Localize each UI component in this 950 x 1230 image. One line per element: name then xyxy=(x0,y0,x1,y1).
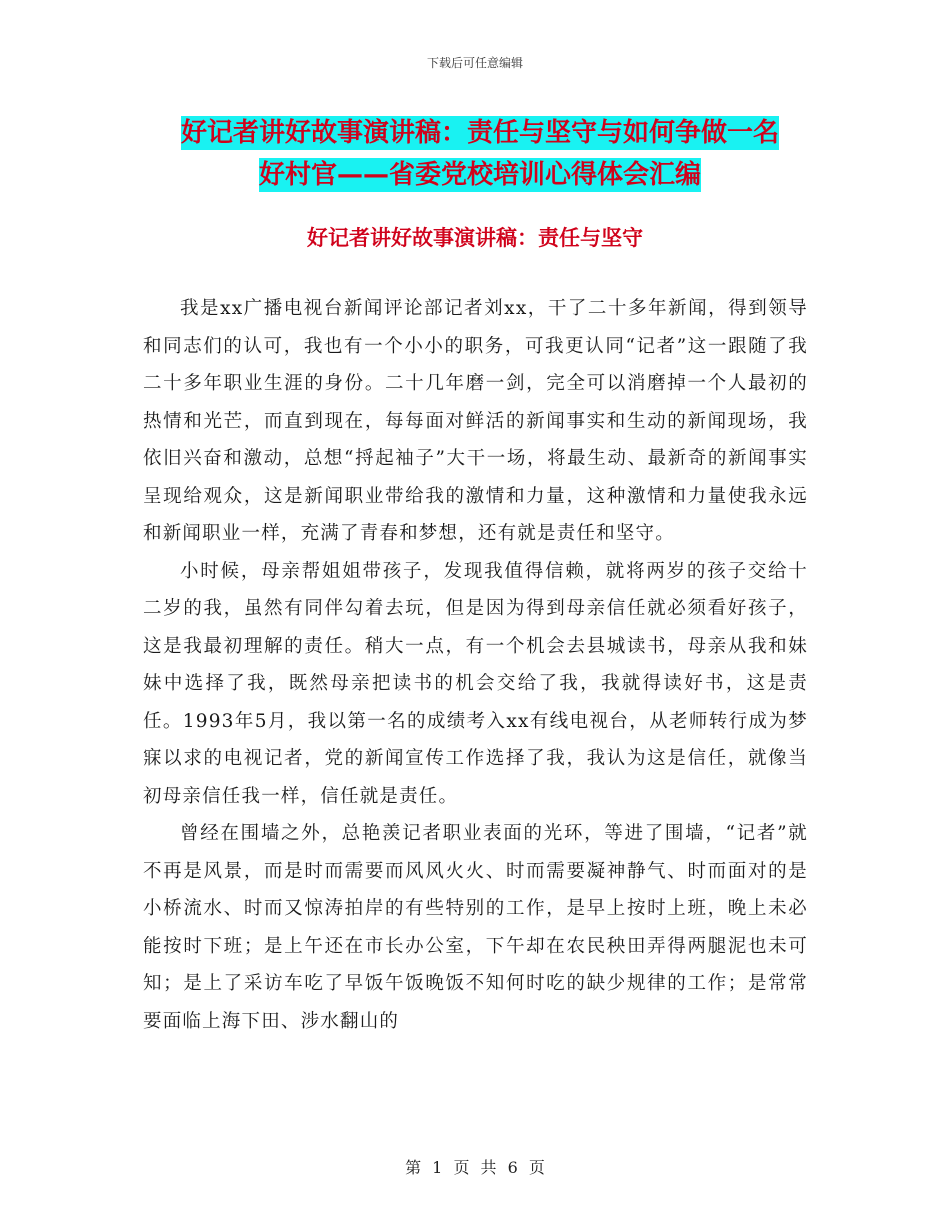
section-title: 好记者讲好故事演讲稿：责任与坚守 xyxy=(307,226,643,250)
document-title-line1: 好记者讲好故事演讲稿：责任与坚守与如何争做一名 xyxy=(180,118,779,148)
page-number-footer: 第 1 页 共 6 页 xyxy=(405,1158,545,1177)
paragraph: 我是xx广播电视台新闻评论部记者刘xx，干了二十多年新闻，得到领导和同志们的认可，我也有一个小小的职务，可我更认同“记者”这一跟随了我二十多年职业生涯的身份。二十几年磨一剑，完全可以消磨掉一个人最初的热情和光芒，而直到现在，每每面对鲜活的新闻事实和生动的新闻现场，我依旧兴奋和激动，总想“捋起袖子”大干一场，将最生动、最新奇的新闻事实呈现给观众，这是新闻职业带给我的激情和力量，这种激情和力量使我永远和新闻职业一样，充满了青春和梦想，还有就是责任和坚守。 xyxy=(143,298,808,544)
document-body xyxy=(143,290,808,1040)
paragraph: 曾经在围墙之外，总艳羡记者职业表面的光环，等进了围墙，“记者”就不再是风景，而是时而需要而风风火火、时而需要凝神静气、时而面对的是小桥流水、时而又惊涛拍岸的有些特别的工作，是早上按时上班，晚上未必能按时下班；是上午还在市长办公室，下午却在农民秧田弄得两腿泥也未可知；是上了采访车吃了早饭午饭晚饭不知何时吃的缺少规律的工作；是常常要面临上海下田、涉水翻山的 xyxy=(143,823,808,1032)
document-title-line2: 好村官——省委党校培训心得体会汇编 xyxy=(258,160,701,190)
document-title xyxy=(140,112,820,196)
header-note: 下载后可任意编辑 xyxy=(426,56,523,70)
paragraph: 小时候，母亲帮姐姐带孩子，发现我值得信赖，就将两岁的孩子交给十二岁的我，虽然有同伴勾着去玩，但是因为得到母亲信任就必须看好孩子，这是我最初理解的责任。稍大一点，有一个机会去县城读书，母亲从我和妹妹中选择了我，既然母亲把读书的机会交给了我，我就得读好书，这是责任。1993年5月，我以第一名的成绩考入xx有线电视台，从老师转行成为梦寐以求的电视记者，党的新闻宣传工作选择了我，我认为这是信任，就像当初母亲信任我一样，信任就是责任。 xyxy=(143,560,808,807)
